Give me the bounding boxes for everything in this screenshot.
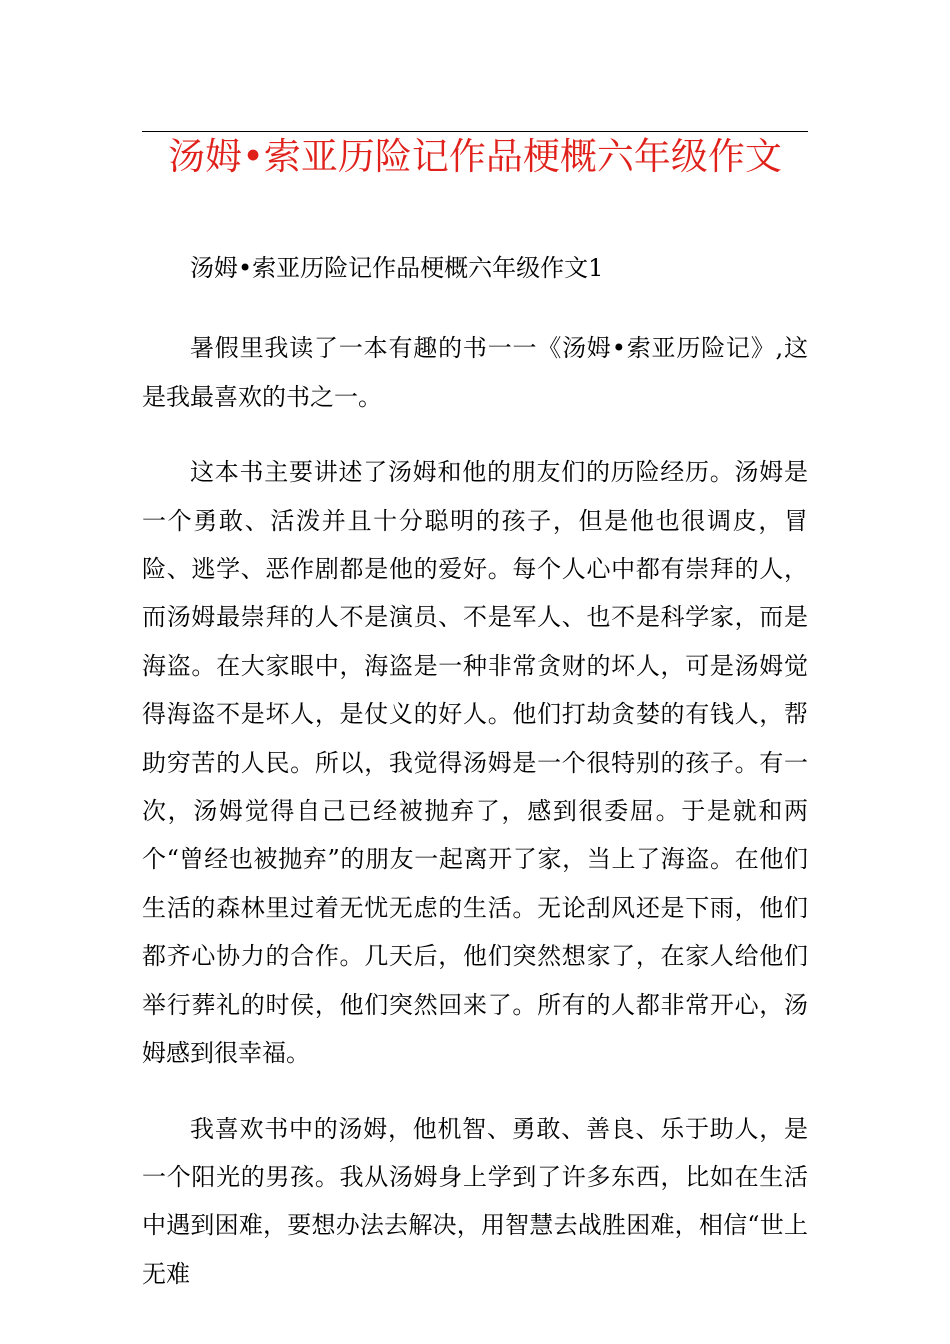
paragraph-1: 暑假里我读了一本有趣的书一一《汤姆•索亚历险记》,这是我最喜欢的书之一。 [142,334,808,411]
section-heading: 汤姆•索亚历险记作品梗概六年级作文1 [190,254,604,282]
document-title: 汤姆•索亚历险记作品梗概六年级作文 [168,135,782,178]
paragraph-3: 我喜欢书中的汤姆，他机智、勇敢、善良、乐于助人，是一个阳光的男孩。我从汤姆身上学到了许多东西，比如在生活中遇到困难，要想办法去解决，用智慧去战胜困难，相信“世上无难 [142,1114,808,1288]
header-rule [142,131,808,132]
paragraph-2: 这本书主要讲述了汤姆和他的朋友们的历险经历。汤姆是一个勇敢、活泼并且十分聪明的孩子，但是他也很调皮，冒险、逃学、恶作剧都是他的爱好。每个人心中都有崇拜的人，而汤姆最崇拜的人不是演员、不是军人、也不是科学家，而是海盗。在大家眼中，海盗是一种非常贪财的坏人，可是汤姆觉得海盗不是坏人，是仗义的好人。他们打劫贪婪的有钱人，帮助穷苦的人民。所以，我觉得汤姆是一个很特别的孩子。有一次，汤姆觉得自己已经被抛弃了，感到很委屈。于是就和两个“曾经也被抛弃”的朋友一起离开了家，当上了海盗。在他们生活的森林里过着无忧无虑的生活。无论刮风还是下雨，他们都齐心协力的合作。几天后，他们突然想家了，在家人给他们举行葬礼的时侯，他们突然回来了。所有的人都非常开心，汤姆感到很幸福。 [142,458,808,1068]
document-body [142,244,808,1298]
